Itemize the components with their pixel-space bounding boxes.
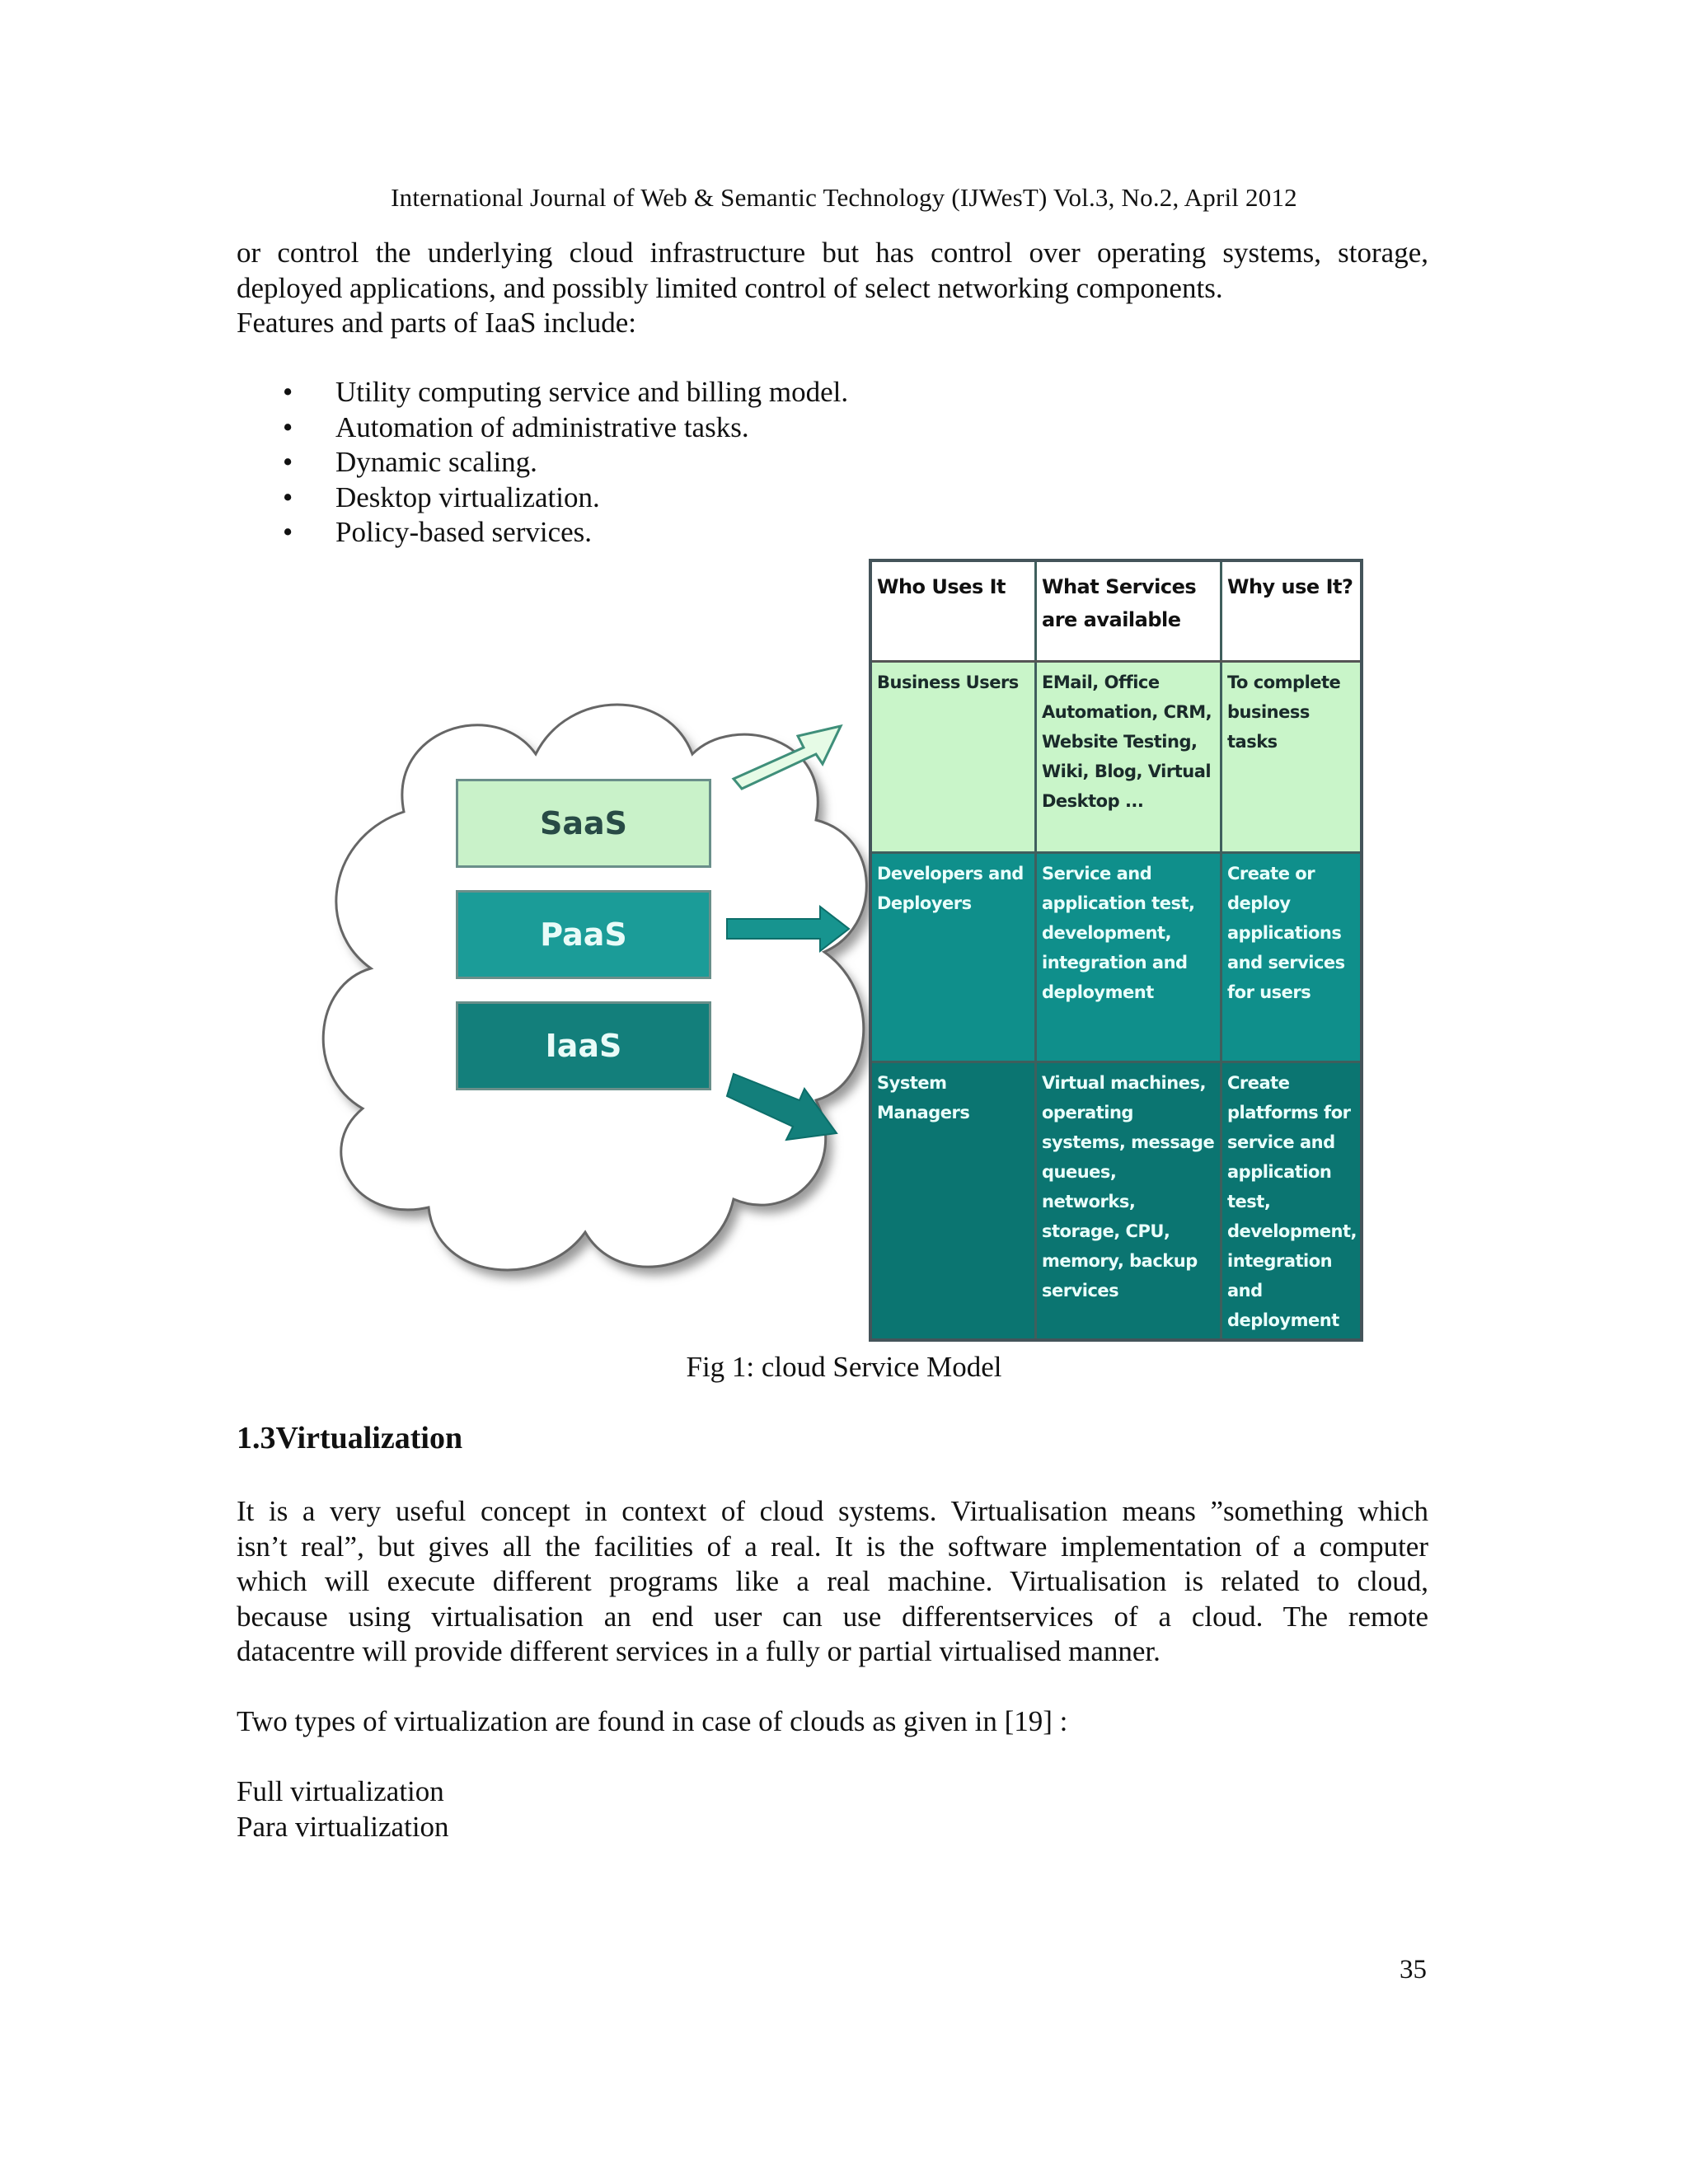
table-row — [872, 854, 1360, 1063]
table-header-row — [872, 562, 1360, 663]
list-item-text: Policy-based services. — [335, 516, 593, 548]
list-item-text: Automation of administrative tasks. — [335, 410, 749, 443]
type-full-virtualization: Full virtualization — [237, 1775, 444, 1807]
paragraph-line: datacentre will provide different services in a fully or partial virtualised manner. — [237, 1635, 1160, 1667]
intro-line-1: or control the underlying cloud infrastructure but has control over operating systems, storage, — [237, 237, 1428, 269]
table-cell: Create or deploy applications and services for users — [1227, 864, 1345, 1002]
paragraph-line: which will execute different programs like a real machine. Virtualisation is related to cloud, — [237, 1565, 1428, 1597]
table-cell: System Managers — [877, 1073, 970, 1122]
bullet-icon: • — [283, 376, 293, 408]
table-cell: Service and application test, development, integration and deployment — [1034, 854, 1222, 1061]
table-cell: EMail, Office Automation, CRM, Website Testing, Wiki, Blog, Virtual Desktop ... — [1034, 663, 1222, 851]
table-row — [872, 663, 1360, 854]
type-para-virtualization: Para virtualization — [237, 1810, 449, 1843]
list-item-text: Utility computing service and billing model. — [335, 376, 849, 408]
intro-line-3: Features and parts of IaaS include: — [237, 307, 636, 339]
iaas-arrow-icon — [727, 1074, 837, 1140]
paragraph-line: isn’t real”, but gives all the facilities of a real. It is the software implementation of a computer — [237, 1530, 1428, 1563]
list-item-text: Dynamic scaling. — [335, 446, 537, 478]
saas-arrow-icon — [734, 726, 841, 789]
cloud-service-model-figure — [305, 556, 1368, 1343]
bullet-icon: • — [283, 410, 293, 443]
section-heading: 1.3Virtualization — [237, 1421, 463, 1455]
list-item — [237, 480, 848, 516]
list-item — [237, 375, 848, 410]
table-cell: Virtual machines, operating systems, message queues, networks, storage, CPU, memory, backup services — [1034, 1063, 1222, 1338]
paragraph-line: It is a very useful concept in context of cloud systems. Virtualisation means ”something which — [237, 1495, 1428, 1527]
column-header: Who Uses It — [877, 575, 1006, 598]
table-cell: Developers and Deployers — [877, 864, 1024, 913]
column-header: Why use It? — [1227, 575, 1353, 598]
figure-caption: Fig 1: cloud Service Model — [686, 1351, 1002, 1383]
page-number: 35 — [1400, 1955, 1427, 1985]
table-cell: Create platforms for service and application test, development, integration and deployment — [1227, 1073, 1357, 1330]
saas-layer: SaaS — [456, 779, 711, 868]
virtualization-types — [237, 1774, 1428, 1844]
table-row — [872, 1063, 1360, 1338]
list-item-text: Desktop virtualization. — [335, 480, 600, 513]
intro-paragraph — [237, 236, 1428, 341]
iaas-features-list — [237, 375, 848, 551]
table-cell: To complete business tasks — [1227, 673, 1341, 752]
list-item — [237, 410, 848, 446]
types-intro-paragraph: Two types of virtualization are found in case of clouds as given in [19] : — [237, 1705, 1068, 1737]
running-header: International Journal of Web & Semantic Technology (IJWesT) Vol.3, No.2, April 2012 — [391, 183, 1297, 212]
bullet-icon: • — [283, 446, 293, 478]
iaas-layer: IaaS — [456, 1001, 711, 1090]
column-header: What Services are available — [1034, 562, 1222, 660]
table-cell: Business Users — [877, 673, 1019, 692]
paragraph-line: because using virtualisation an end user can use differentservices of a cloud. The remote — [237, 1600, 1428, 1633]
bullet-icon: • — [283, 516, 293, 548]
list-item — [237, 515, 848, 551]
intro-line-2: deployed applications, and possibly limited control of select networking components. — [237, 271, 1223, 304]
paas-layer: PaaS — [456, 890, 711, 979]
service-model-table — [869, 559, 1363, 1342]
virtualization-paragraph — [237, 1494, 1428, 1670]
arrows — [305, 556, 882, 1343]
bullet-icon: • — [283, 480, 293, 513]
list-item — [237, 445, 848, 480]
paas-arrow-icon — [727, 907, 849, 951]
